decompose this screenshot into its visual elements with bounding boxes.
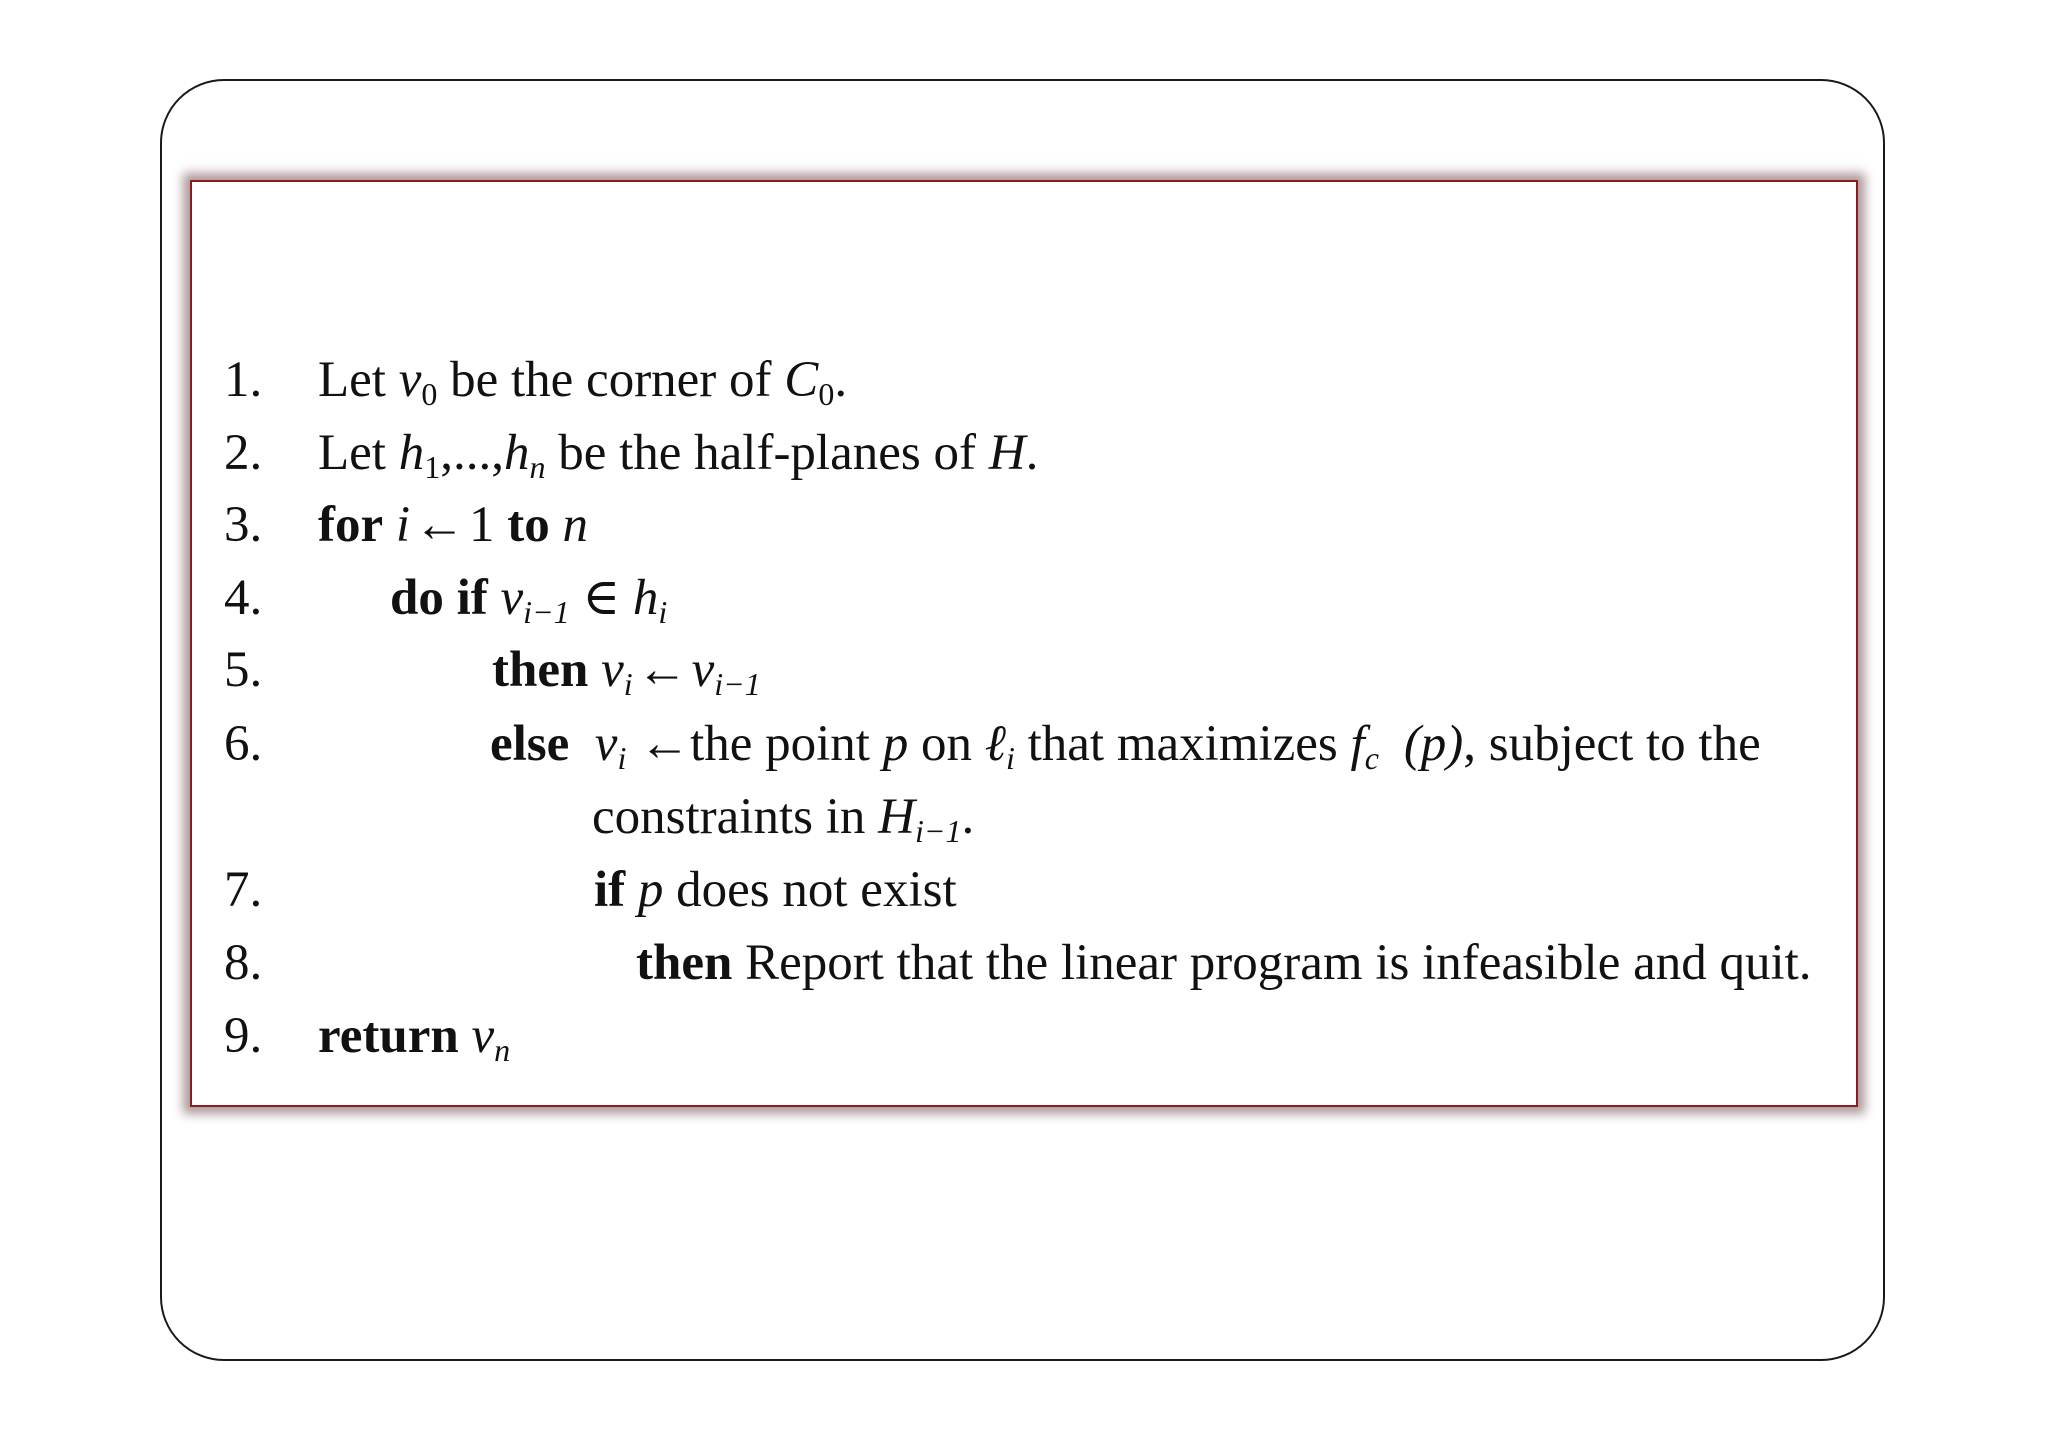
line-text: do if $v_{i-1}$ ∈ $h_i$: [390, 570, 668, 630]
algorithm-box: [190, 180, 1858, 1107]
line-text: return $v_n$: [318, 1008, 511, 1068]
line-text: then $v_i\leftarrow v_{i-1}$: [492, 642, 761, 702]
line-text: if p does not exist: [594, 862, 957, 918]
line-number: 7.: [224, 862, 263, 918]
line-number: 2.: [224, 425, 263, 481]
line-text: constraints in $H_{i-1}$.: [592, 789, 975, 849]
line-number: 5.: [224, 642, 263, 698]
line-text: for i←1 to n: [318, 497, 589, 553]
line-text: then Report that the linear program is infeasible and quit.: [636, 935, 1812, 991]
line-text: else $v_i$ ←the point p on ℓ$_i$ that maximizes $f_{c⃗}(p)$, subject to the: [490, 716, 1761, 776]
line-text: Let $h_1,...,h_n$ be the half-planes of H.: [318, 425, 1039, 485]
line-number: 1.: [224, 352, 263, 408]
line-number: 9.: [224, 1008, 263, 1064]
line-number: 4.: [224, 570, 263, 626]
line-number: 3.: [224, 497, 263, 553]
line-text: Let $v_0$ be the corner of $C_0$.: [318, 352, 848, 412]
line-number: 6.: [224, 716, 263, 772]
line-number: 8.: [224, 935, 263, 991]
